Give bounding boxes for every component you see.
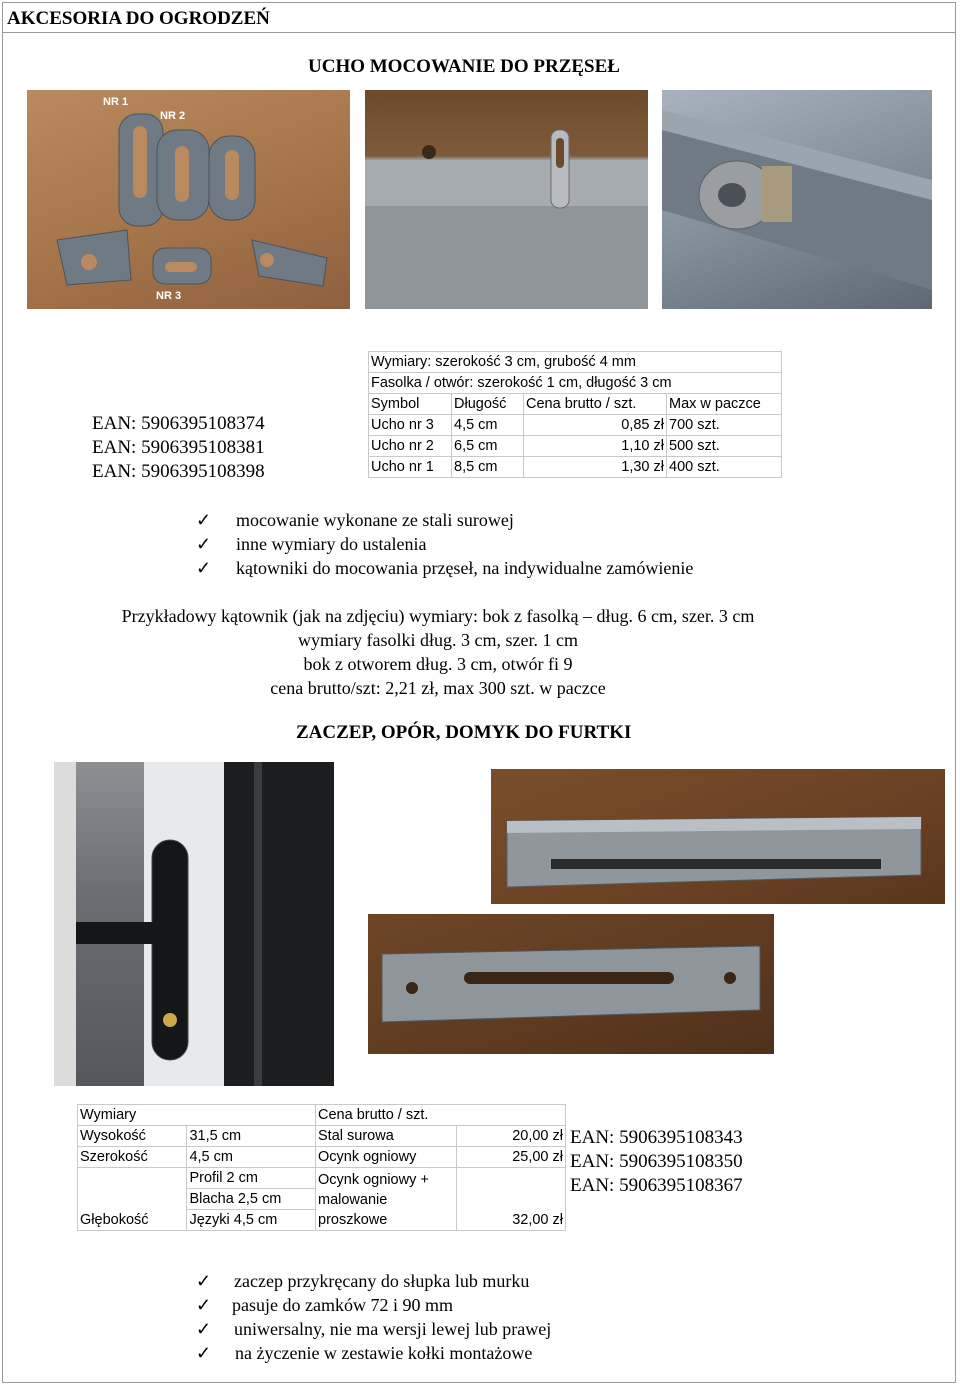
table-row <box>369 436 782 457</box>
label-nr2: NR 2 <box>160 110 186 122</box>
table-cell: Blacha 2,5 cm <box>187 1189 316 1210</box>
ean-code: EAN: 5906395108367 <box>570 1175 743 1196</box>
section1-spec-table <box>368 351 782 478</box>
table-header-cell: Długość <box>452 394 524 415</box>
label-nr3: NR 3 <box>156 290 182 302</box>
table-cell: Ucho nr 2 <box>369 436 452 457</box>
brackets-illustration <box>27 90 350 309</box>
ean-code: EAN: 5906395108374 <box>92 413 265 434</box>
check-icon: ✓ <box>196 1319 212 1339</box>
table-row <box>78 1105 566 1126</box>
section1-ean-list <box>92 412 265 484</box>
table-cell: 4,5 cm <box>452 415 524 436</box>
check-icon: ✓ <box>196 1343 212 1363</box>
table-cell: Wymiary <box>78 1105 316 1126</box>
list-item-text: inne wymiary do ustalenia <box>236 534 427 554</box>
example-description <box>0 604 876 700</box>
ean-code: EAN: 5906395108381 <box>92 437 265 458</box>
table-cell: 6,5 cm <box>452 436 524 457</box>
finish-line: proszkowe <box>318 1212 388 1228</box>
list-item-text: pasuje do zamków 72 i 90 mm <box>232 1295 453 1315</box>
table-cell: 500 szt. <box>667 436 782 457</box>
list-item <box>196 1341 551 1365</box>
list-item-text: uniwersalny, nie ma wersji lewej lub prawej <box>234 1319 552 1339</box>
photo-brackets-set <box>27 90 350 309</box>
section2-feature-list <box>196 1269 551 1365</box>
table-cell: 32,00 zł <box>457 1168 566 1231</box>
example-line: bok z otworem dług. 3 cm, otwór fi 9 <box>303 654 573 674</box>
photo-strike-top <box>368 914 774 1054</box>
check-icon: ✓ <box>196 1271 212 1291</box>
table-cell: Ocynk ogniowy <box>316 1147 457 1168</box>
ean-code: EAN: 5906395108398 <box>92 461 265 482</box>
table-cell: 25,00 zł <box>457 1147 566 1168</box>
table-cell: 4,5 cm <box>187 1147 316 1168</box>
list-item-text: mocowanie wykonane ze stali surowej <box>236 510 514 530</box>
table-row <box>78 1168 566 1189</box>
finish-line: malowanie <box>318 1192 388 1208</box>
table-cell: 8,5 cm <box>452 457 524 478</box>
ean-code: EAN: 5906395108343 <box>570 1127 743 1148</box>
label-nr1: NR 1 <box>103 96 129 108</box>
gate-latch-illustration <box>54 762 334 1086</box>
photo-strike-side <box>491 769 945 904</box>
section2-spec-table <box>77 1104 566 1231</box>
list-item-text: na życzenie w zestawie kołki montażowe <box>235 1343 533 1363</box>
table-header-row <box>369 394 782 415</box>
list-item-text: zaczep przykręcany do słupka lub murku <box>234 1271 530 1291</box>
table-cell: 1,10 zł <box>524 436 667 457</box>
table-row <box>78 1147 566 1168</box>
list-item <box>196 508 693 532</box>
table-cell: Cena brutto / szt. <box>316 1105 566 1126</box>
ean-code: EAN: 5906395108350 <box>570 1151 743 1172</box>
table-cell: Wysokość <box>78 1126 187 1147</box>
table-cell: 400 szt. <box>667 457 782 478</box>
check-icon: ✓ <box>196 534 212 554</box>
section1-feature-list <box>196 508 693 580</box>
table-cell: 1,30 zł <box>524 457 667 478</box>
table-cell: Stal surowa <box>316 1126 457 1147</box>
list-item <box>196 1269 551 1293</box>
table-header-cell: Max w paczce <box>667 394 782 415</box>
page-title: AKCESORIA DO OGRODZEŃ <box>7 8 270 29</box>
strike-side-illustration <box>491 769 945 904</box>
example-line: wymiary fasolki dług. 3 cm, szer. 1 cm <box>298 630 578 650</box>
example-line: Przykładowy kątownik (jak na zdjęciu) wymiary: bok z fasolką – dług. 6 cm, szer. 3 cm <box>121 606 755 626</box>
table-cell: Szerokość <box>78 1147 187 1168</box>
section2-title: ZACZEP, OPÓR, DOMYK DO FURTKI <box>296 722 632 743</box>
check-icon: ✓ <box>196 1295 212 1315</box>
strike-top-illustration <box>368 914 774 1054</box>
eye-top-illustration <box>365 90 648 309</box>
list-item <box>196 532 693 556</box>
table-cell: Wymiary: szerokość 3 cm, grubość 4 mm <box>369 352 782 373</box>
check-icon: ✓ <box>196 558 212 578</box>
table-cell: Języki 4,5 cm <box>187 1210 316 1231</box>
finish-line: Ocynk ogniowy + <box>318 1172 429 1188</box>
table-header-cell: Symbol <box>369 394 452 415</box>
section1-title: UCHO MOCOWANIE DO PRZĘSEŁ <box>308 56 620 77</box>
table-cell: 700 szt. <box>667 415 782 436</box>
table-row <box>78 1126 566 1147</box>
table-row <box>369 352 782 373</box>
table-cell <box>316 1168 457 1231</box>
table-cell: Ucho nr 1 <box>369 457 452 478</box>
eye-side-illustration <box>662 90 932 309</box>
example-line: cena brutto/szt: 2,21 zł, max 300 szt. w paczce <box>270 678 606 698</box>
photo-eye-top <box>365 90 648 309</box>
check-icon: ✓ <box>196 510 212 530</box>
table-cell: Głębokość <box>78 1168 187 1231</box>
table-cell: Profil 2 cm <box>187 1168 316 1189</box>
list-item <box>196 1317 551 1341</box>
table-cell: 31,5 cm <box>187 1126 316 1147</box>
photo-eye-side <box>662 90 932 309</box>
photo-gate-latch <box>54 762 334 1086</box>
table-cell: Ucho nr 3 <box>369 415 452 436</box>
page-header <box>3 3 955 33</box>
table-row <box>369 415 782 436</box>
table-row <box>369 457 782 478</box>
list-item <box>196 1293 551 1317</box>
table-row <box>369 373 782 394</box>
table-cell: 0,85 zł <box>524 415 667 436</box>
table-header-cell: Cena brutto / szt. <box>524 394 667 415</box>
list-item <box>196 556 693 580</box>
section2-ean-list <box>570 1126 743 1198</box>
table-cell: Fasolka / otwór: szerokość 1 cm, długość 3 cm <box>369 373 782 394</box>
list-item-text: kątowniki do mocowania przęseł, na indywidualne zamówienie <box>236 558 694 578</box>
table-cell: 20,00 zł <box>457 1126 566 1147</box>
